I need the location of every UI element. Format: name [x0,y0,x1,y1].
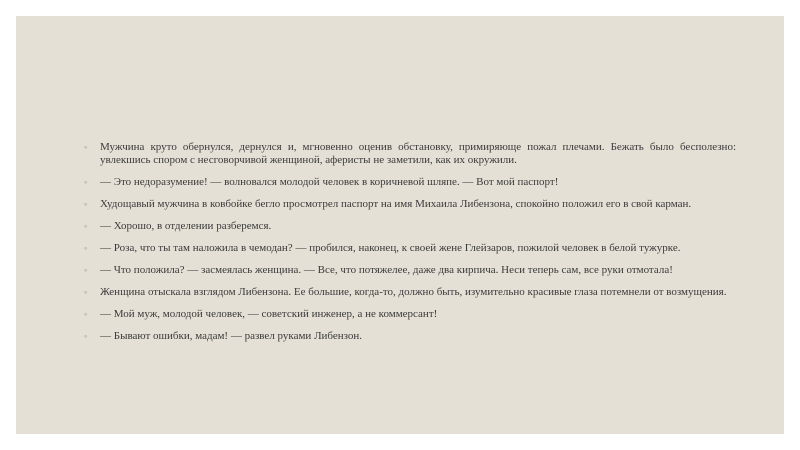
paragraph-text: Худощавый мужчина в ковбойке бегло просмотрел паспорт на имя Михаила Либензона, спокойно положил его в свой карман. [100,198,692,210]
bullet-icon: ◦ [84,331,88,341]
list-item [84,308,736,321]
paragraph-text: — Бывают ошибки, мадам! — развел руками Либензон. [100,330,363,342]
text-list [84,141,736,352]
paragraph-text: — Что положила? — засмеялась женщина. — Все, что потяжелее, даже два кирпича. Неси теперь сам, все руки отмотала! [100,264,673,276]
bullet-icon: ◦ [84,265,88,275]
paragraph-text: — Роза, что ты там наложила в чемодан? — пробился, наконец, к своей жене Глейзаров, пожилой человек в белой тужурке. [100,242,681,254]
list-item [84,264,736,277]
paragraph-text: — Мой муж, молодой человек, — советский инженер, а не коммерсант! [100,308,438,320]
paragraph-text: — Хорошо, в отделении разберемся. [100,220,272,232]
list-item [84,176,736,189]
list-item [84,220,736,233]
bullet-icon: ◦ [84,221,88,231]
list-item [84,198,736,211]
list-item [84,286,736,299]
bullet-icon: ◦ [84,287,88,297]
list-item [84,242,736,255]
bullet-icon: ◦ [84,243,88,253]
paragraph-text: — Это недоразумение! — волновался молодой человек в коричневой шляпе. — Вот мой паспорт! [100,176,559,188]
paragraph-text: Мужчина круто обернулся, дернулся и, мгновенно оценив обстановку, примиряюще пожал плечами. Бежать было бесполезно: увлекшись спором с несговорчивой женщиной, аферисты не заметили, как их окружили. [100,141,736,166]
slide [16,16,784,434]
bullet-icon: ◦ [84,309,88,319]
bullet-icon: ◦ [84,199,88,209]
list-item [84,330,736,343]
bullet-icon: ◦ [84,142,88,152]
paragraph-text: Женщина отыскала взглядом Либензона. Ее большие, когда-то, должно быть, изумительно красивые глаза потемнели от возмущения. [100,286,727,298]
list-item [84,141,736,167]
bullet-icon: ◦ [84,177,88,187]
